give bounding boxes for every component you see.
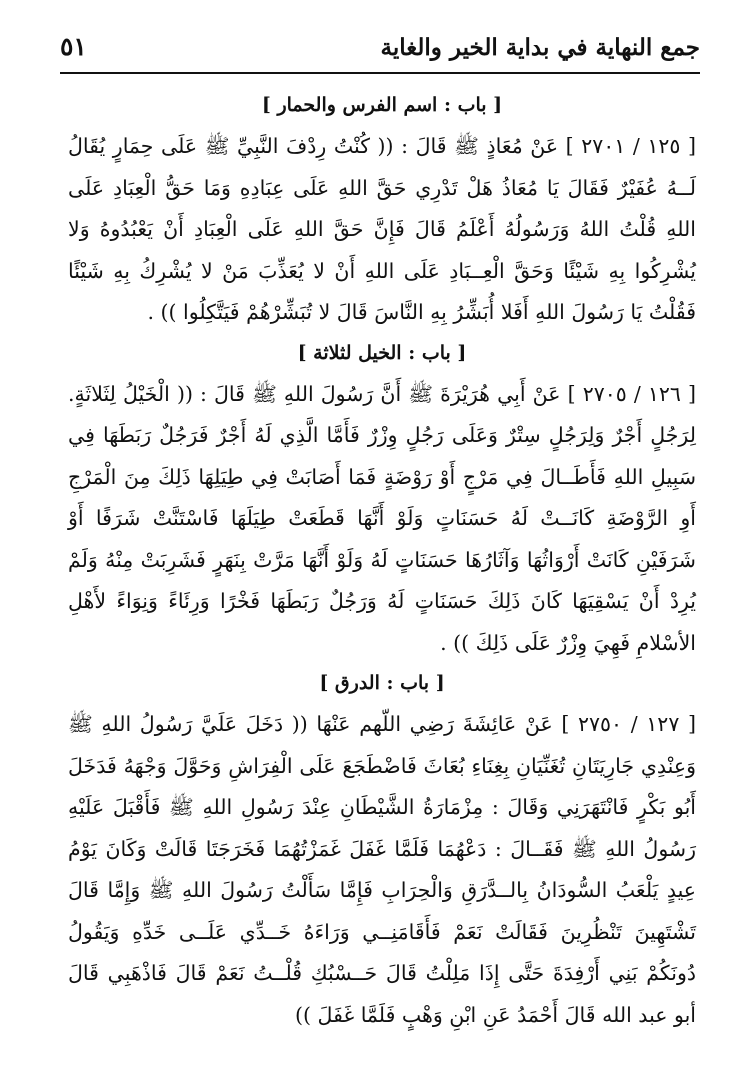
hadith-paragraph: [ ١٢٥ / ٢٧٠١ ] عَنْ مُعَاذٍ ﷺ قَالَ : (( كُنْتُ رِدْفَ النَّبِيِّ ﷺ عَلَى حِمَارٍ يُقَالُ لَــهُ عُفَيْرٌ فَقَالَ يَا مُعَاذُ هَلْ تَدْرِي حَقَّ اللهِ عَلَى عِبَادِهِ وَمَا حَقُّ الْعِبَادِ عَلَى اللهِ قُلْتُ اللهُ وَرَسُولُهُ أَعْلَمُ قَالَ فَإِنَّ حَقَّ اللهِ عَلَى الْعِبَادِ أَنْ يَعْبُدُوهُ وَلا يُشْرِكُوا بِهِ شَيْئًا وَحَقَّ الْعِــبَادِ عَلَى اللهِ أَنْ لا يُعَذِّبَ مَنْ لا يُشْرِكُ بِهِ شَيْئًا فَقُلْتُ يَا رَسُولَ اللهِ أَفَلا أُبَشِّرُ بِهِ النَّاسَ قَالَ لا تُبَشِّرْهُمْ فَيَتَّكِلُوا )) . xyxy=(68,134,696,324)
chapter-heading: [ باب : الدرق ] xyxy=(319,672,445,694)
hadith-paragraph: [ ١٢٧ / ٢٧٥٠ ] عَنْ عَائِشَةَ رَضِي اللّهم عَنْهَا (( دَخَلَ عَلَيَّ رَسُولُ اللهِ ﷺ وَعِنْدِي جَارِيَتَانِ تُغَنِّيَانِ بِغِنَاءِ بُعَاثَ فَاضْطَجَعَ عَلَى الْفِرَاشِ وَحَوَّلَ وَجْهَهُ فَدَخَلَ أَبُو بَكْرٍ فَانْتَهَرَنِي وَقَالَ : مِزْمَارَةُ الشَّيْطَانِ عِنْدَ رَسُولِ اللهِ ﷺ فَأَقْبَلَ عَلَيْهِ رَسُولُ اللهِ ﷺ فَقَــالَ : دَعْهُمَا فَلَمَّا غَفَلَ غَمَزْتُهُمَا فَخَرَجَتَا قَالَتْ وَكَانَ يَوْمُ عِيدٍ يَلْعَبُ السُّودَانُ بِالــدَّرَقِ وَالْحِرَابِ فَإِمَّا سَأَلْتُ رَسُولَ اللهِ ﷺ وَإِمَّا قَالَ تَشْتَهِينَ تَنْظُرِينَ فَقَالَتْ نَعَمْ فَأَقَامَنِــي وَرَاءَهُ خَــدِّي عَلَــى خَدِّهِ وَيَقُولُ دُونَكُمْ بَنِي أَرْفِدَةَ حَتَّى إِذَا مَلِلْتُ قَالَ حَــسْبُكِ قُلْــتُ نَعَمْ قَالَ فَاذْهَبِي قَالَ أبو عبد الله قَالَ أَحْمَدُ عَنِ ابْنِ وَهْبٍ فَلَمَّا غَفَلَ )) xyxy=(68,712,697,1027)
chapter-heading: [ باب : الخيل لثلاثة ] xyxy=(297,341,467,364)
hadith-paragraph: [ ١٢٦ / ٢٧٠٥ ] عَنْ أَبِي هُرَيْرَةَ ﷺ أَنَّ رَسُولَ اللهِ ﷺ قَالَ : (( الْخَيْلُ لِثَلاثَةٍ. لِرَجُلٍ أَجْرٌ وَلِرَجُلٍ سِتْرٌ وَعَلَى رَجُلٍ وِزْرٌ فَأَمَّا الَّذِي لَهُ أَجْرٌ فَرَجُلٌ رَبَطَهَا فِي سَبِيلِ اللهِ فَأَطَــالَ فِي مَرْجٍ أَوْ رَوْضَةٍ فَمَا أَصَابَتْ فِي طِيَلِهَا ذَلِكَ مِنَ الْمَرْجِ أَوِ الرَّوْضَةِ كَانَــتْ لَهُ حَسَنَاتٍ وَلَوْ أَنَّهَا قَطَعَتْ طِيَلَهَا فَاسْتَنَّتْ شَرَفًا أَوْ شَرَفَيْنِ كَانَتْ أَرْوَاثُهَا وَآثَارُهَا حَسَنَاتٍ لَهُ وَلَوْ أَنَّهَا مَرَّتْ بِنَهَرٍ فَشَرِبَتْ مِنْهُ وَلَمْ يُرِدْ أَنْ يَسْقِيَهَا كَانَ ذَلِكَ حَسَنَاتٍ لَهُ وَرَجُلٌ رَبَطَهَا فَخْرًا وَرِئَاءً وَنِوَاءً لأَهْلِ الأسْلامِ فَهِيَ وِزْرٌ عَلَى ذَلِكَ )) . xyxy=(68,381,696,655)
chapter-heading: [ باب : اسم الفرس والحمار ] xyxy=(261,94,503,116)
page-header xyxy=(60,28,700,72)
header-rule xyxy=(60,72,700,74)
running-title: جمع النهاية في بداية الخير والغاية xyxy=(380,34,700,61)
page-number: ٥١ xyxy=(60,32,87,61)
page-body xyxy=(68,86,696,1036)
